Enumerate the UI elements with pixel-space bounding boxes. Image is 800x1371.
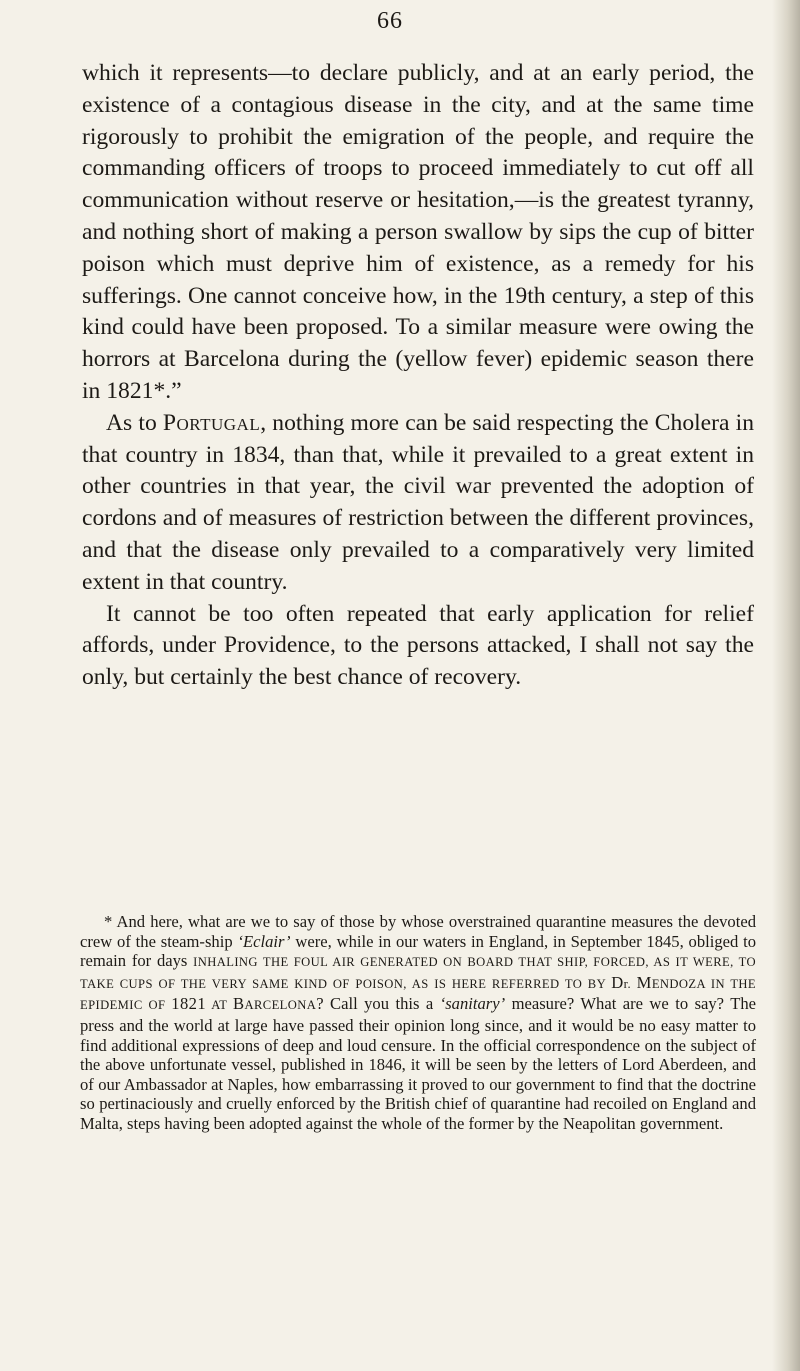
- b-initial: B: [233, 994, 245, 1014]
- m-initial: M: [636, 972, 652, 992]
- year: 1821: [171, 994, 207, 1014]
- b-rest: ARCELONA: [244, 998, 317, 1013]
- footnote: [80, 912, 756, 1134]
- main-text: [82, 58, 754, 694]
- footnote-part2: were, while in our waters in England, in September 1845, obliged to remain for days: [80, 931, 757, 971]
- caps-segment: INHALING THE FOUL AIR GENERATED ON BOARD THAT SHIP, FORCED, AS IT WERE, TO TAKE CUPS OF THE VERY SAME KIND OF POISON, AS IS HERE REFERRED TO BY: [80, 955, 757, 991]
- m-rest: ENDOZA IN THE EPIDEMIC OF: [80, 976, 757, 1013]
- page-number: 66: [377, 8, 403, 34]
- footnote-part3: ? Call you this a: [316, 994, 440, 1014]
- paragraph-rest: , nothing more can be said respecting the Cholera in that country in 1834, than that, while it prevailed to a great extent in other countries in that year, the civil war prevented the adoption of cordons and of measures of restriction between the different provinces, and that the disease only prevailed to a comparatively very limited extent in that country.: [82, 409, 755, 595]
- at-caps: AT: [206, 998, 233, 1013]
- portugal-smallcaps: Portugal: [162, 409, 261, 436]
- footnote-part4: measure? What are we to say? The press and the world at large have passed their opinion long since, and it would be no easy matter to find additional expressions of deep and loud censure. In the official correspondence on the subject of the above unfortunate vessel, published in 1846, it will be seen by the letters of Lord Aberdeen, and of our Ambassador at Naples, how embarrassing it proved to our government to find that the doctrine so pertinaciously and cruelly enforced by the British chief of quarantine had recoiled on England and Malta, steps having been adopted against the whole of the former by the Neapolitan government.: [80, 994, 756, 1133]
- page-edge-shadow: [772, 0, 800, 1371]
- paragraph-early-application: It cannot be too often repeated that early application for relief affords, under Providence, to the persons attacked, I shall not say the only, but certainly the best chance of recovery.: [82, 600, 754, 691]
- dr-rest: r.: [623, 976, 637, 991]
- footnote-lead: * And here, what are we to say of those by whose overstrained quarantine measures the devoted crew of the steam-ship: [80, 912, 756, 951]
- paragraph-portugal: [82, 408, 754, 599]
- footnote-text: [80, 912, 756, 1134]
- paragraph-lead: As to: [106, 409, 163, 436]
- ship-name: ‘Eclair’: [237, 931, 291, 951]
- dr-initial: D: [611, 972, 624, 992]
- paragraph-continuation: which it represents—to declare publicly, and at an early period, the existence of a contagious disease in the city, and at the same time rigorously to prohibit the emigration of the people, and require the commanding officers of troops to proceed immediately to cut off all communication without reserve or hesitation,—is the greatest tyranny, and nothing short of making a person swallow by sips the cup of bitter poison which must deprive him of existence, as a remedy for his sufferings. One cannot conceive how, in the 19th century, a step of this kind could have been proposed. To a similar measure were owing the horrors at Barcelona during the (yellow fever) epidemic season there in 1821*.”: [82, 60, 754, 404]
- sanitary-word: ‘sanitary’: [439, 994, 506, 1014]
